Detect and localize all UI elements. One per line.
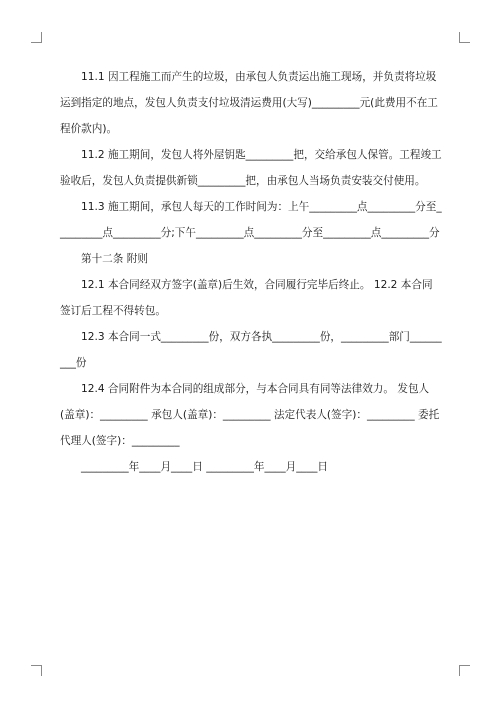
clause-12-1: 12.1 本合同经双方签字(盖章)后生效，合同履行完毕后终止。 12.2 本合同签订后工程不得转包。 [60,279,433,317]
crop-mark-top-left [31,32,42,43]
clause-12-4: 12.4 合同附件为本合同的组成部分，与本合同具有同等法律效力。 发包人(盖章)：_________ 承包人(盖章)：_________ 法定代表人(签字)：_________ 委托代理人(签字)：_________ [60,383,440,447]
crop-mark-bottom-left [31,665,42,676]
document-body [60,64,442,480]
clause-12-3: 12.3 本合同一式_________份，双方各执_________份，_________部门_________份 [60,331,442,369]
clause-11-2: 11.2 施工期间，发包人将外屋钥匙_________把，交给承包人保管。工程竣工验收后，发包人负责提供新锁_________把，由承包人当场负责安装交付使用。 [60,149,442,187]
date-line: _________年____月____日 _________年____月____日 [81,461,329,473]
crop-mark-bottom-right [459,665,470,676]
crop-mark-top-right [459,32,470,43]
clause-11-3: 11.3 施工期间，承包人每天的工作时间为：上午_________点_________分至_________点_________分;下午_________点_________分至_________点_________分 [60,201,442,239]
article-12-heading: 第十二条 附则 [81,253,148,265]
clause-11-1: 11.1 因工程施工而产生的垃圾，由承包人负责运出施工现场，并负责将垃圾运到指定的地点，发包人负责支付垃圾清运费用(大写)_________元(此费用不在工程价款内)。 [60,71,438,135]
